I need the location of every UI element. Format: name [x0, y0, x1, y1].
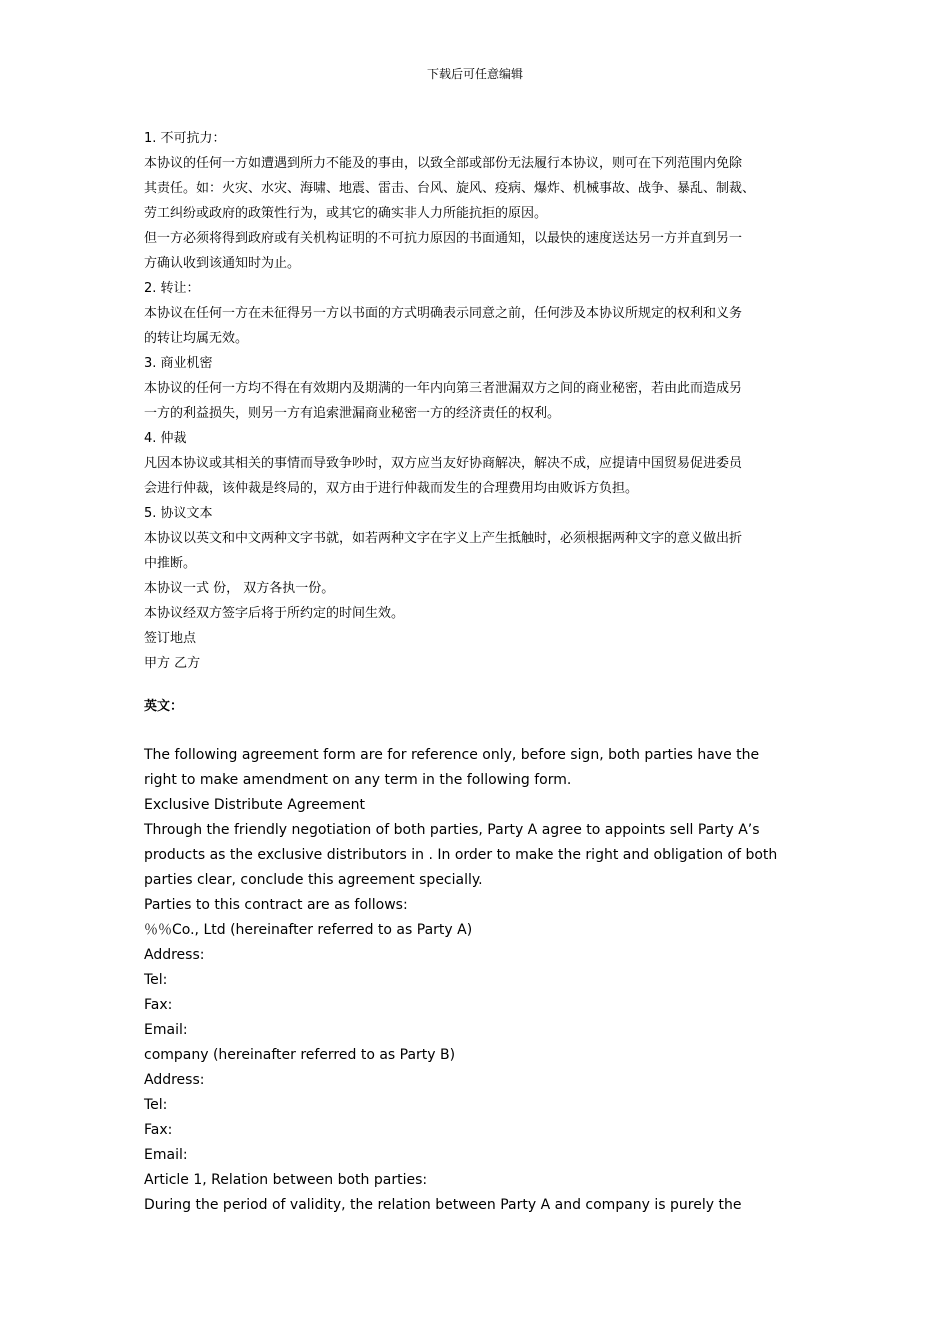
- paragraph-line: 凡因本协议或其相关的事情而导致争吵时，双方应当友好协商解决，解决不成，应提请中国贸易促进委员: [144, 456, 743, 471]
- party-b-tel: Tel:: [144, 1097, 168, 1113]
- signing-place: 签订地点: [144, 631, 197, 646]
- paragraph-line: products as the exclusive distributors in . In order to make the right and obligation of both: [144, 847, 778, 863]
- section-heading-arbitration: 4. 仲裁: [144, 431, 187, 446]
- paragraph-line: 会进行仲裁，该仲裁是终局的，双方由于进行仲裁而发生的合理费用均由败诉方负担。: [144, 481, 639, 496]
- article-heading: Article 1, Relation between both parties:: [144, 1172, 428, 1188]
- paragraph-line: 本协议以英文和中文两种文字书就，如若两种文字在字义上产生抵触时，必须根据两种文字的意义做出折: [144, 531, 743, 546]
- paragraph-line: During the period of validity, the relation between Party A and company is purely the: [144, 1197, 742, 1213]
- party-a-fax: Fax:: [144, 997, 173, 1013]
- paragraph-line: 本协议在任何一方在未征得另一方以书面的方式明确表示同意之前，任何涉及本协议所规定的权利和义务: [144, 306, 743, 321]
- section-heading-agreement-text: 5. 协议文本: [144, 506, 213, 521]
- paragraph-line: Through the friendly negotiation of both parties, Party A agree to appoints sell Party A’s: [144, 822, 760, 838]
- parties-signature: 甲方 乙方: [144, 656, 201, 671]
- english-section-heading: 英文：: [144, 699, 184, 714]
- paragraph-line: Parties to this contract are as follows:: [144, 897, 408, 913]
- party-a-name: ％％Co., Ltd (hereinafter referred to as Party A): [144, 922, 473, 938]
- party-b-name: company (hereinafter referred to as Party B): [144, 1047, 456, 1063]
- section-heading-trade-secret: 3. 商业机密: [144, 356, 213, 371]
- paragraph-line: 本协议经双方签字后将于所约定的时间生效。: [144, 606, 405, 621]
- page-header: 下载后可任意编辑: [426, 67, 523, 81]
- paragraph-line: 一方的利益损失，则另一方有追索泄漏商业秘密一方的经济责任的权利。: [144, 406, 561, 421]
- paragraph-line: 其责任。如：火灾、水灾、海啸、地震、雷击、台风、旋风、疫病、爆炸、机械事故、战争、暴乱、制裁、: [144, 181, 756, 196]
- paragraph-line: 的转让均属无效。: [144, 331, 249, 346]
- chinese-section: [144, 126, 824, 676]
- document-body: [144, 126, 824, 1218]
- paragraph-line: 方确认收到该通知时为止。: [144, 256, 301, 271]
- paragraph-line: 本协议的任何一方均不得在有效期内及期满的一年内向第三者泄漏双方之间的商业秘密，若由此而造成另: [144, 381, 743, 396]
- party-b-email: Email:: [144, 1147, 188, 1163]
- english-section: [144, 743, 824, 1218]
- party-a-address: Address:: [144, 947, 205, 963]
- paragraph-line: 本协议一式 份， 双方各执一份。: [144, 581, 335, 596]
- section-heading-transfer: 2. 转让：: [144, 281, 200, 296]
- paragraph-line: 本协议的任何一方如遭遇到所力不能及的事由，以致全部或部份无法履行本协议，则可在下列范围内免除: [144, 156, 743, 171]
- party-a-tel: Tel:: [144, 972, 168, 988]
- paragraph-line: 但一方必须将得到政府或有关机构证明的不可抗力原因的书面通知，以最快的速度送达另一方并直到另一: [144, 231, 743, 246]
- section-heading-force-majeure: 1. 不可抗力：: [144, 131, 226, 146]
- party-b-fax: Fax:: [144, 1122, 173, 1138]
- paragraph-line: parties clear, conclude this agreement specially.: [144, 872, 483, 888]
- party-b-address: Address:: [144, 1072, 205, 1088]
- paragraph-line: 中推断。: [144, 556, 197, 571]
- paragraph-line: The following agreement form are for reference only, before sign, both parties have the: [144, 747, 760, 763]
- agreement-title: Exclusive Distribute Agreement: [144, 797, 366, 813]
- party-a-email: Email:: [144, 1022, 188, 1038]
- paragraph-line: right to make amendment on any term in the following form.: [144, 772, 572, 788]
- paragraph-line: 劳工纠纷或政府的政策性行为，或其它的确实非人力所能抗拒的原因。: [144, 206, 548, 221]
